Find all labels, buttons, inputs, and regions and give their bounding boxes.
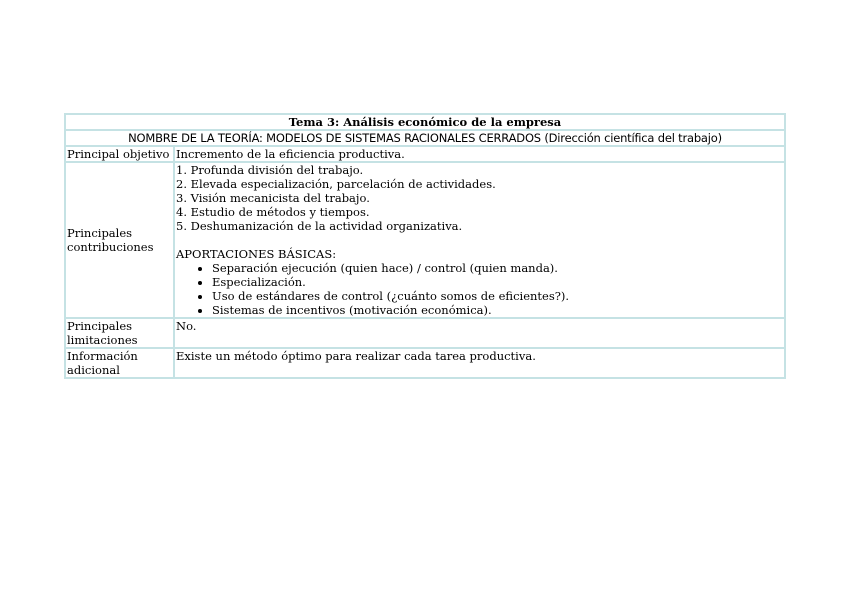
list-item: • Separación ejecución (quien hace) / control (quien manda). xyxy=(212,261,783,275)
row-value-contribuciones xyxy=(174,162,785,318)
row-label-contribuciones: Principales contribuciones xyxy=(65,162,174,318)
row-value-objetivo: Incremento de la eficiencia productiva. xyxy=(174,146,785,162)
list-item: 2. Elevada especialización, parcelación de actividades. xyxy=(176,177,496,191)
list-item: • Sistemas de incentivos (motivación económica). xyxy=(212,303,783,317)
aportaciones-heading: APORTACIONES BÁSICAS: xyxy=(176,247,337,261)
theory-name: NOMBRE DE LA TEORÍA: MODELOS DE SISTEMAS RACIONALES CERRADOS (Dirección científica del trabajo) xyxy=(65,130,785,146)
list-item: • Uso de estándares de control (¿cuánto somos de eficientes?). xyxy=(212,289,783,303)
table-row-limitaciones xyxy=(65,318,785,348)
table-row-informacion xyxy=(65,348,785,378)
list-item: 3. Visión mecanicista del trabajo. xyxy=(176,191,370,205)
contribuciones-list xyxy=(176,163,783,233)
list-item: • Especialización. xyxy=(212,275,783,289)
row-label-informacion: Información adicional xyxy=(65,348,174,378)
row-value-informacion: Existe un método óptimo para realizar cada tarea productiva. xyxy=(174,348,785,378)
list-item: 5. Deshumanización de la actividad organizativa. xyxy=(176,219,463,233)
list-item: 4. Estudio de métodos y tiempos. xyxy=(176,205,370,219)
row-label-limitaciones: Principales limitaciones xyxy=(65,318,174,348)
aportaciones-list xyxy=(176,261,783,317)
row-label-objetivo: Principal objetivo xyxy=(65,146,174,162)
subtitle-row xyxy=(65,130,785,146)
table-title: Tema 3: Análisis económico de la empresa xyxy=(65,114,785,130)
spacer xyxy=(176,233,783,247)
theory-table xyxy=(64,113,786,379)
list-item: 1. Profunda división del trabajo. xyxy=(176,163,364,177)
table-row-objetivo xyxy=(65,146,785,162)
table-row-contribuciones xyxy=(65,162,785,318)
row-value-limitaciones: No. xyxy=(174,318,785,348)
title-row xyxy=(65,114,785,130)
